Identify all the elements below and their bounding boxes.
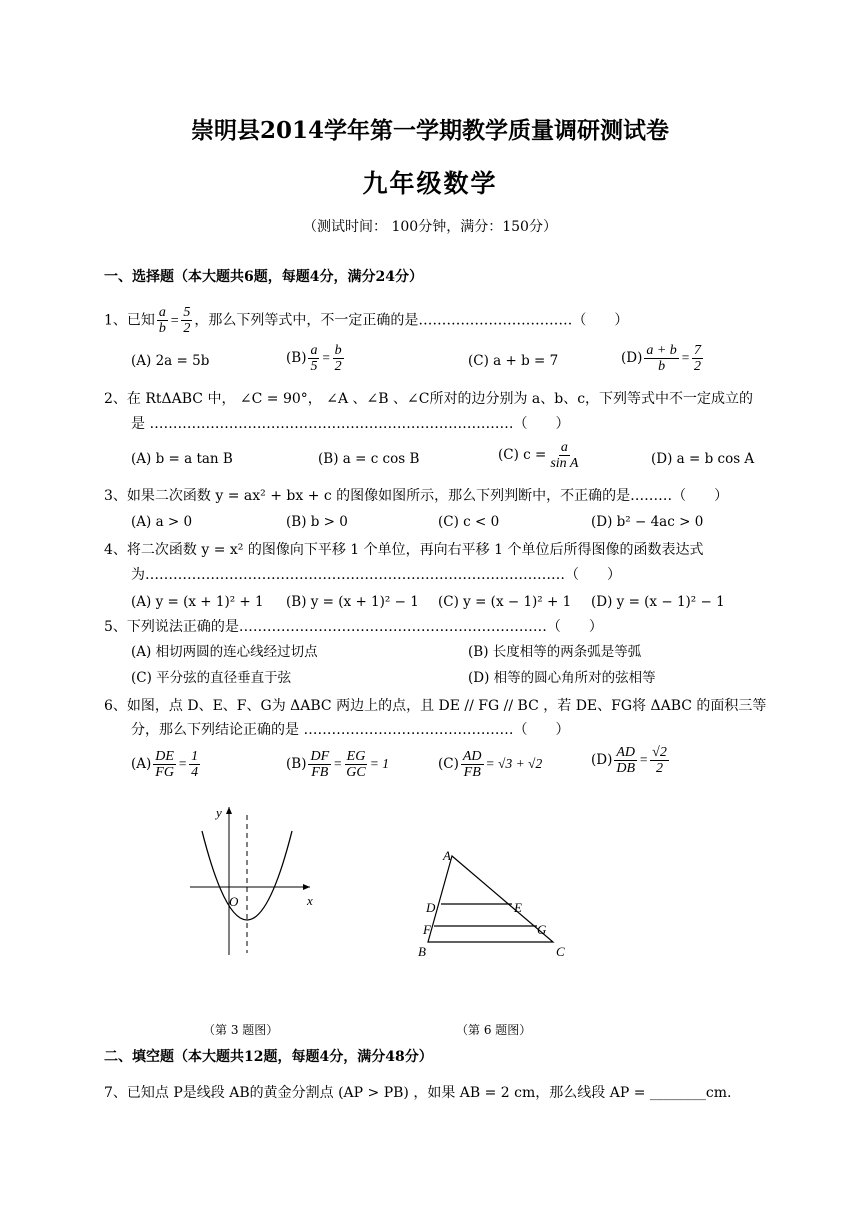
fig6-label-b: B xyxy=(418,944,426,959)
q6-optd-eq: = xyxy=(639,752,649,767)
section1-heading: 一、选择题（本大题共6题，每题4分，满分24分） xyxy=(104,269,423,285)
fig3-x-label: x xyxy=(307,893,313,908)
q6-optd-n2: √2 xyxy=(652,745,667,760)
q6-optb-frac1 xyxy=(308,749,331,780)
q6-optc-d1: FB xyxy=(463,765,481,780)
q1-optb-d1: 5 xyxy=(310,359,318,374)
q6-opta-frac2 xyxy=(189,749,200,780)
q6-opta-frac1 xyxy=(153,749,176,780)
q6-option-a xyxy=(131,749,202,780)
q1-option-d xyxy=(621,343,705,374)
q6-optc-frac xyxy=(461,749,484,780)
q1-optb-label: (B) xyxy=(286,350,307,366)
q1-optd-label: (D) xyxy=(621,350,643,366)
fig3-origin-label: O xyxy=(229,894,239,909)
q2-optc-frac xyxy=(548,440,580,471)
question-4-line2: 为………………………………………………………………………………（ ） xyxy=(131,567,621,583)
q6-opta-eq: = xyxy=(177,756,188,771)
figure-3-caption: （第 3 题图） xyxy=(203,1023,279,1037)
q6-optd-label: (D) xyxy=(591,752,613,768)
q1-fraction-ab xyxy=(157,305,168,336)
q6-optb-label: (B) xyxy=(286,756,307,772)
q1-option-b xyxy=(286,343,346,374)
q5-option-d: (D) 相等的圆心角所对的弦相等 xyxy=(468,670,656,686)
q1-optd-n1: a + b xyxy=(646,343,677,358)
q1-prefix: 1、已知 xyxy=(104,312,155,329)
q6-optc-n1: AD xyxy=(462,749,482,764)
q1-suffix: ，那么下列等式中，不一定正确的是……………………………（ ） xyxy=(194,312,629,329)
q1-optd-eq: = xyxy=(680,350,690,365)
q1-optb-n2: b xyxy=(334,343,342,358)
q3-option-c: (C) c < 0 xyxy=(438,514,500,530)
q4-option-c: (C) y = (x − 1)² + 1 xyxy=(438,594,572,610)
q1-fraction-52 xyxy=(181,305,192,336)
question-5: 5、下列说法正确的是…………………………………………………………（ ） xyxy=(104,619,603,635)
q6-optd-n1: AD xyxy=(616,745,636,760)
q2-option-c xyxy=(498,440,582,471)
q1-eq: = xyxy=(169,313,180,329)
figure-3-parabola xyxy=(180,795,330,965)
q4-option-a: (A) y = (x + 1)² + 1 xyxy=(131,594,264,610)
q6-optd-d2: 2 xyxy=(656,761,663,776)
figure-6-triangle xyxy=(410,840,580,965)
q1-frac2-num: 5 xyxy=(183,305,191,320)
q1-option-a: (A) 2a = 5b xyxy=(131,353,210,369)
q4-option-d: (D) y = (x − 1)² − 1 xyxy=(591,594,725,610)
q6-option-c xyxy=(438,749,542,780)
q6-optb-n1: DF xyxy=(310,749,330,764)
fig6-label-e: E xyxy=(514,900,522,915)
q1-frac2-den: 2 xyxy=(183,321,191,336)
q1-frac-den: b xyxy=(158,321,166,336)
q2-optc-den: sin A xyxy=(550,456,579,471)
question-2-line1: 2、在 RtΔABC 中， ∠C = 90°， ∠A 、∠B 、∠C所对的边分别为 a、b、c，下列等式中不一定成立的 xyxy=(104,391,754,407)
q3-option-b: (B) b > 0 xyxy=(286,514,348,530)
q6-opta-d2: 4 xyxy=(191,765,199,780)
q6-optb-d1: FB xyxy=(311,765,329,780)
q6-opta-d1: FG xyxy=(155,765,174,780)
fig3-x-arrow xyxy=(303,884,310,890)
q6-optb-frac2 xyxy=(344,749,367,780)
fig6-label-c: C xyxy=(556,944,565,959)
q6-optb-tail: = 1 xyxy=(369,756,389,771)
q1-optb-eq: = xyxy=(321,350,331,365)
question-3: 3、如果二次函数 y = ax² + bx + c 的图像如图所示，那么下列判断中，不正确的是………（ ） xyxy=(104,488,729,504)
question-6-line2: 分，那么下列结论正确的是 ………………………………………（ ） xyxy=(131,722,570,738)
question-1 xyxy=(104,305,628,336)
q6-optd-d1: DB xyxy=(616,761,636,776)
q1-optd-d1: b xyxy=(658,359,666,374)
question-7: 7、已知点 P是线段 AB的黄金分割点 (AP > PB) ，如果 AB = 2 cm，那么线段 AP = ________cm. xyxy=(104,1085,732,1101)
q6-optb-eq: = xyxy=(333,756,343,771)
q1-option-c: (C) a + b = 7 xyxy=(468,353,559,369)
fig6-label-g: G xyxy=(537,922,547,937)
q2-option-d: (D) a = b cos A xyxy=(651,451,755,467)
q4-option-b: (B) y = (x + 1)² − 1 xyxy=(286,594,419,610)
question-6-line1: 6、如图，点 D、E、F、G为 ΔABC 两边上的点，且 DE // FG // BC ，若 DE、FG将 ΔABC 的面积三等 xyxy=(104,698,767,714)
q6-optb-d2: GC xyxy=(346,765,366,780)
question-4-line1: 4、将二次函数 y = x² 的图像向下平移 1 个单位，再向右平移 1 个单位后所得图像的函数表达式 xyxy=(104,542,704,558)
q6-opta-n1: DE xyxy=(155,749,174,764)
q2-optc-label: (C) c = xyxy=(498,447,547,463)
q6-opta-n2: 1 xyxy=(191,749,199,764)
q1-optb-n1: a xyxy=(310,343,318,358)
q1-frac-num: a xyxy=(158,305,166,320)
q2-option-a: (A) b = a tan B xyxy=(131,451,233,467)
q6-optc-label: (C) xyxy=(438,756,459,772)
q5-option-b: (B) 长度相等的两条弧是等弧 xyxy=(468,644,642,660)
fig3-y-label: y xyxy=(216,805,222,820)
q6-opta-label: (A) xyxy=(131,756,152,772)
q1-optd-n2: 7 xyxy=(693,343,701,358)
fig6-label-f: F xyxy=(423,922,431,937)
fig6-triangle-abc xyxy=(428,856,553,942)
q6-option-b xyxy=(286,749,389,780)
q2-optc-num: a xyxy=(560,440,568,455)
q6-optd-frac1 xyxy=(614,745,637,776)
exam-title: 崇明县2014学年第一学期教学质量调研测试卷 xyxy=(190,117,669,144)
q1-optd-frac2 xyxy=(692,343,703,374)
q3-option-a: (A) a > 0 xyxy=(131,514,193,530)
section2-heading: 二、填空题（本大题共12题，每题4分，满分48分） xyxy=(104,1049,433,1065)
q6-option-d xyxy=(591,745,671,776)
q5-option-a: (A) 相切两圆的连心线经过切点 xyxy=(131,644,318,660)
q5-option-c: (C) 平分弦的直径垂直于弦 xyxy=(131,670,292,686)
q6-optb-n2: EG xyxy=(346,749,366,764)
q1-optb-frac2 xyxy=(333,343,344,374)
figure-6-caption: （第 6 题图） xyxy=(456,1023,532,1037)
exam-info: （测试时间： 100分钟，满分：150分） xyxy=(303,219,557,235)
q1-optb-d2: 2 xyxy=(334,359,342,374)
q1-optd-frac1 xyxy=(644,343,678,374)
q1-optb-frac1 xyxy=(308,343,319,374)
q6-optd-frac2 xyxy=(650,745,669,776)
fig3-y-arrow xyxy=(226,807,232,814)
fig6-label-d: D xyxy=(426,900,436,915)
q1-optd-d2: 2 xyxy=(693,359,701,374)
q6-optc-tail: = √3 + √2 xyxy=(485,756,543,771)
fig6-label-a: A xyxy=(443,848,451,863)
q3-option-d: (D) b² − 4ac > 0 xyxy=(591,514,704,530)
q2-option-b: (B) a = c cos B xyxy=(318,451,420,467)
question-2-line2: 是 ……………………………………………………………………（ ） xyxy=(131,416,570,432)
exam-subtitle: 九年级数学 xyxy=(362,169,498,198)
